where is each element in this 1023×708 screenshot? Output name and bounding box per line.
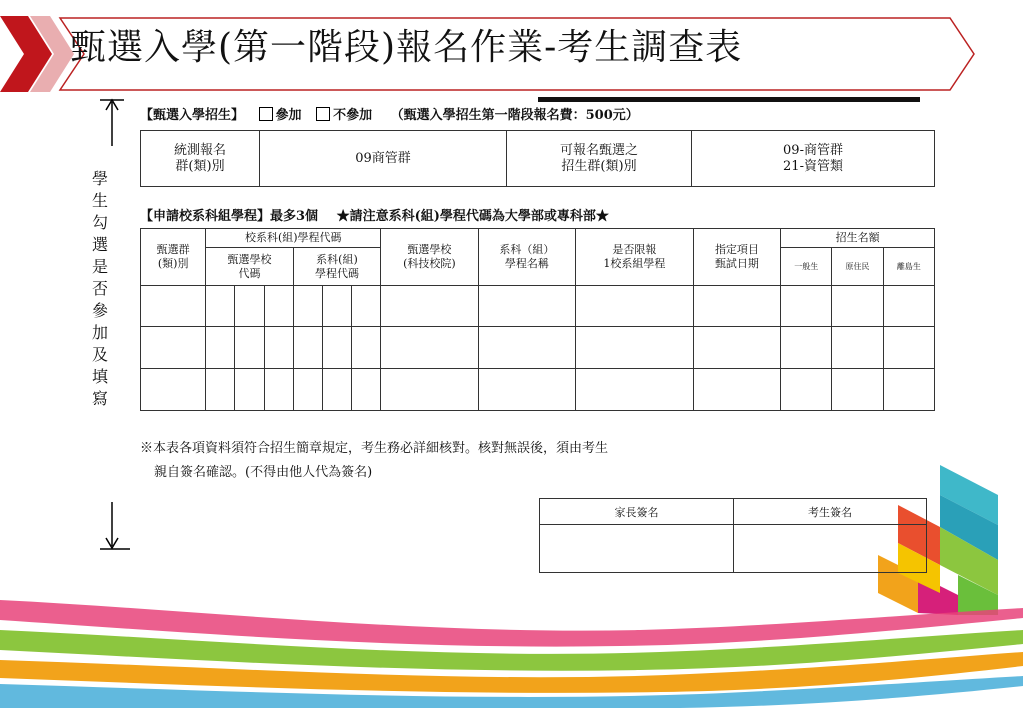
cell-input[interactable] xyxy=(781,327,832,369)
header-code: 校系科(組)學程代碼 xyxy=(206,229,381,248)
cell-input[interactable] xyxy=(381,369,478,411)
header-dept: 系科（組） 學程名稱 xyxy=(478,229,575,286)
cell-input[interactable] xyxy=(832,286,883,327)
cell-input[interactable] xyxy=(322,369,351,411)
cell-input[interactable] xyxy=(478,327,575,369)
table-row xyxy=(141,286,935,327)
cell-input[interactable] xyxy=(576,369,694,411)
student-signature-label: 考生簽名 xyxy=(734,499,927,525)
header-exam-date: 指定項目 甄試日期 xyxy=(693,229,780,286)
cell-input[interactable] xyxy=(478,369,575,411)
cell-input[interactable] xyxy=(576,327,694,369)
eligible-group-value: 09-商管群 21-資管類 xyxy=(692,131,935,187)
side-note: 學生勾選是否參加及填寫 xyxy=(91,169,108,408)
cell-input[interactable] xyxy=(322,286,351,327)
cell-input[interactable] xyxy=(141,327,206,369)
header-quota-island: 離島生 xyxy=(883,248,934,286)
cell-input[interactable] xyxy=(322,327,351,369)
code-notice: ★請注意系科(組)學程代碼為大學部或專科部★ xyxy=(336,209,609,224)
option-label: 【甄選入學招生】 xyxy=(140,108,245,123)
cell-input[interactable] xyxy=(141,369,206,411)
exam-group-value: 09商管群 xyxy=(260,131,507,187)
cell-input[interactable] xyxy=(352,327,381,369)
cell-input[interactable] xyxy=(293,369,322,411)
cell-input[interactable] xyxy=(381,327,478,369)
cell-input[interactable] xyxy=(781,369,832,411)
top-rule xyxy=(538,97,920,102)
cell-input[interactable] xyxy=(832,327,883,369)
join-label: 參加 xyxy=(275,108,302,123)
cell-input[interactable] xyxy=(883,327,934,369)
not-join-checkbox[interactable] xyxy=(316,107,330,121)
cell-input[interactable] xyxy=(693,286,780,327)
exam-group-header: 統測報名 群(類)別 xyxy=(141,131,260,187)
cell-input[interactable] xyxy=(206,286,235,327)
cell-input[interactable] xyxy=(141,286,206,327)
cell-input[interactable] xyxy=(264,327,293,369)
cell-input[interactable] xyxy=(693,369,780,411)
not-join-label: 不參加 xyxy=(333,108,373,123)
cell-input[interactable] xyxy=(576,286,694,327)
table-row xyxy=(141,369,935,411)
cell-input[interactable] xyxy=(478,286,575,327)
cell-input[interactable] xyxy=(206,369,235,411)
application-table xyxy=(140,228,935,411)
cell-input[interactable] xyxy=(206,327,235,369)
cell-input[interactable] xyxy=(883,369,934,411)
cell-input[interactable] xyxy=(293,327,322,369)
header-school-code: 甄選學校 代碼 xyxy=(206,248,293,286)
header-limit: 是否限報 1校系組學程 xyxy=(576,229,694,286)
cell-input[interactable] xyxy=(235,286,264,327)
page-title: 甄選入學(第一階段)報名作業-考生調查表 xyxy=(70,27,743,68)
notice-text: ※本表各項資料須符合招生簡章規定，考生務必詳細核對。核對無誤後，須由考生 親自簽名確認。(不得由他人代為簽名) xyxy=(140,441,609,480)
table-row xyxy=(141,327,935,369)
cell-input[interactable] xyxy=(883,286,934,327)
header-school: 甄選學校 (科技校院) xyxy=(381,229,478,286)
cell-input[interactable] xyxy=(235,369,264,411)
cell-input[interactable] xyxy=(352,286,381,327)
header-quota-indigenous: 原住民 xyxy=(832,248,883,286)
cell-input[interactable] xyxy=(264,369,293,411)
parent-signature-label: 家長簽名 xyxy=(540,499,734,525)
header-group: 甄選群 (類)別 xyxy=(141,229,206,286)
cell-input[interactable] xyxy=(235,327,264,369)
header-quota-general: 一般生 xyxy=(781,248,832,286)
cell-input[interactable] xyxy=(264,286,293,327)
decorative-waves xyxy=(0,560,1023,708)
cell-input[interactable] xyxy=(832,369,883,411)
option-line xyxy=(140,104,639,123)
cell-input[interactable] xyxy=(381,286,478,327)
cell-input[interactable] xyxy=(293,286,322,327)
application-section-title: 【申請校系科組學程】最多3個 ★請注意系科(組)學程代碼為大學部或專科部★ xyxy=(140,209,609,224)
exam-group-table xyxy=(140,130,935,187)
cell-input[interactable] xyxy=(693,327,780,369)
join-checkbox[interactable] xyxy=(259,107,273,121)
header-dept-code: 系科(組) 學程代碼 xyxy=(293,248,380,286)
header-quota: 招生名額 xyxy=(781,229,935,248)
cell-input[interactable] xyxy=(781,286,832,327)
cell-input[interactable] xyxy=(352,369,381,411)
fee-note: （甄選入學招生第一階段報名費：500元） xyxy=(390,108,639,123)
eligible-group-header: 可報名甄選之 招生群(類)別 xyxy=(507,131,692,187)
